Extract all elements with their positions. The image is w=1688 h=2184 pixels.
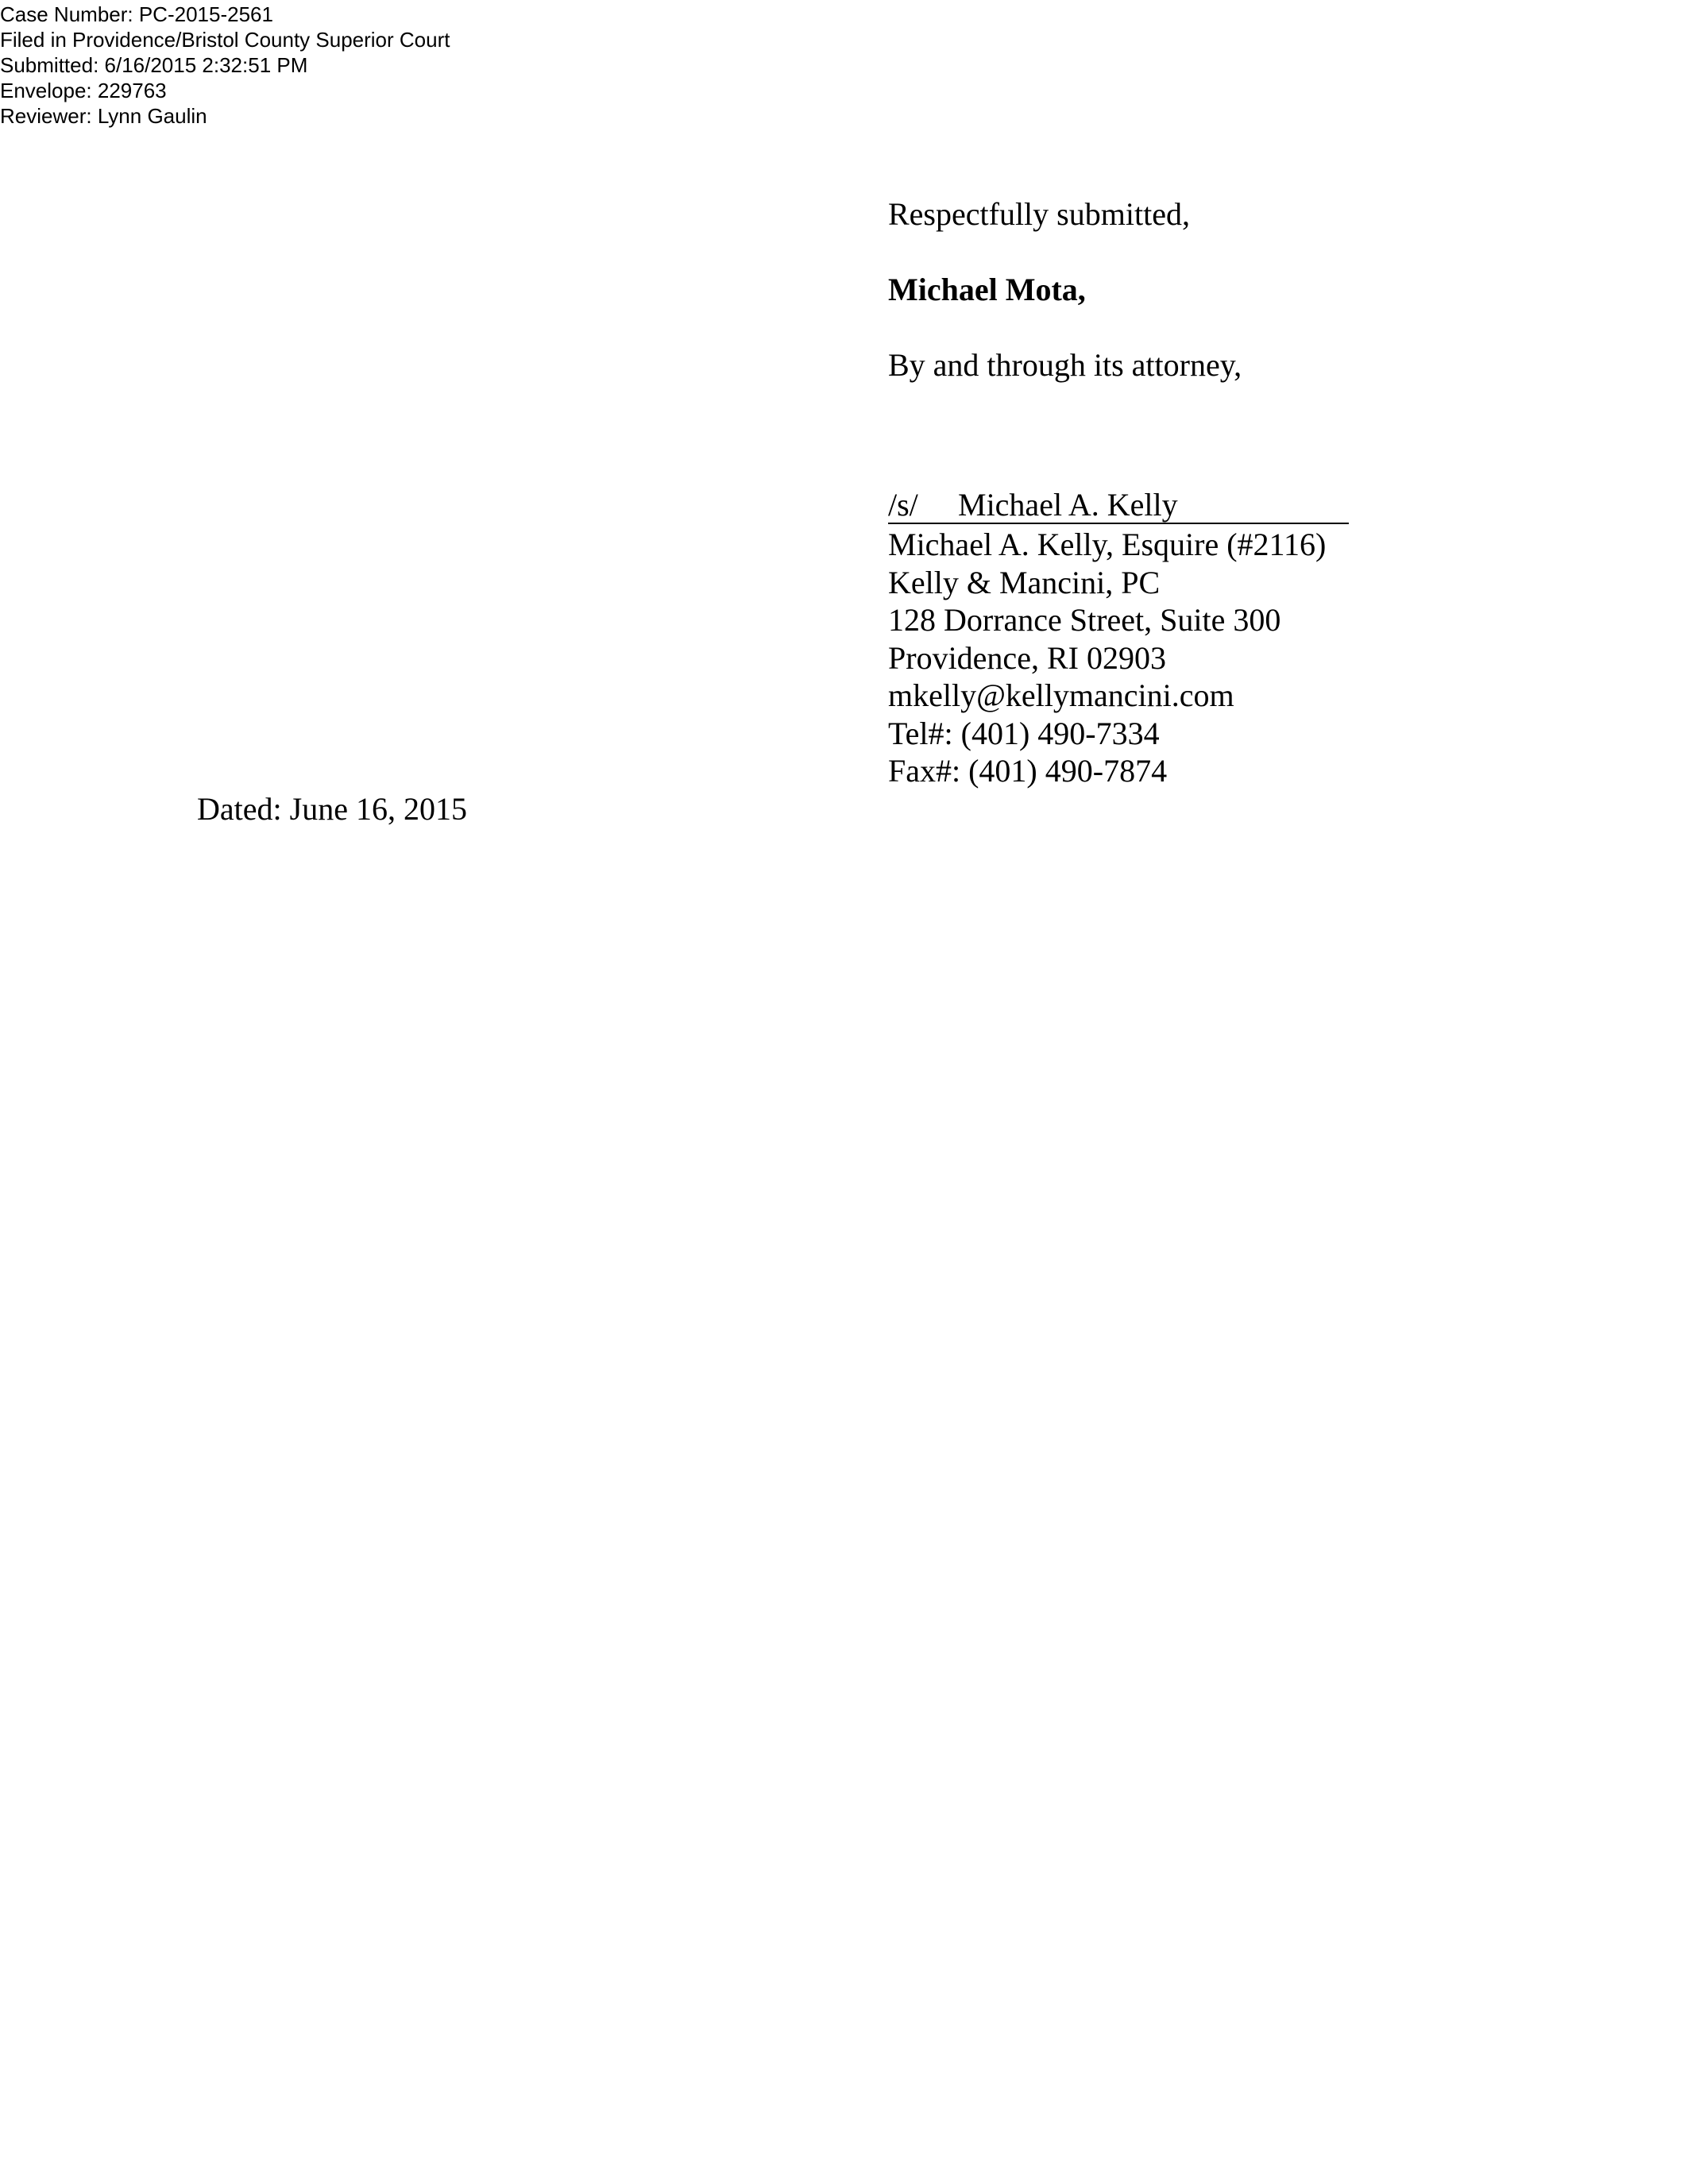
- case-number: Case Number: PC-2015-2561: [0, 2, 273, 26]
- filing-stamp: [0, 2, 450, 129]
- signature-line: [888, 486, 1349, 524]
- reviewer-name: Reviewer: Lynn Gaulin: [0, 104, 207, 128]
- client-name: Michael Mota,: [888, 272, 1086, 307]
- city-state-zip: Providence, RI 02903: [888, 639, 1166, 676]
- through-attorney-text: By and through its attorney,: [888, 347, 1242, 383]
- signature-prefix: /s/: [888, 487, 918, 523]
- telephone: Tel#: (401) 490-7334: [888, 715, 1160, 751]
- fax: Fax#: (401) 490-7874: [888, 753, 1168, 789]
- law-firm: Kelly & Mancini, PC: [888, 564, 1161, 600]
- attorney-name: Michael A. Kelly, Esquire (#2116): [888, 527, 1327, 562]
- filed-in-court: Filed in Providence/Bristol County Superior Court: [0, 28, 450, 52]
- attorney-block: [888, 526, 1326, 790]
- signature-name: Michael A. Kelly: [958, 487, 1178, 523]
- envelope-number: Envelope: 229763: [0, 79, 167, 102]
- date-line: Dated: June 16, 2015: [197, 791, 467, 827]
- street-address: 128 Dorrance Street, Suite 300: [888, 602, 1281, 638]
- email-address: mkelly@kellymancini.com: [888, 677, 1234, 713]
- submitted-timestamp: Submitted: 6/16/2015 2:32:51 PM: [0, 53, 308, 77]
- closing-text: Respectfully submitted,: [888, 196, 1190, 232]
